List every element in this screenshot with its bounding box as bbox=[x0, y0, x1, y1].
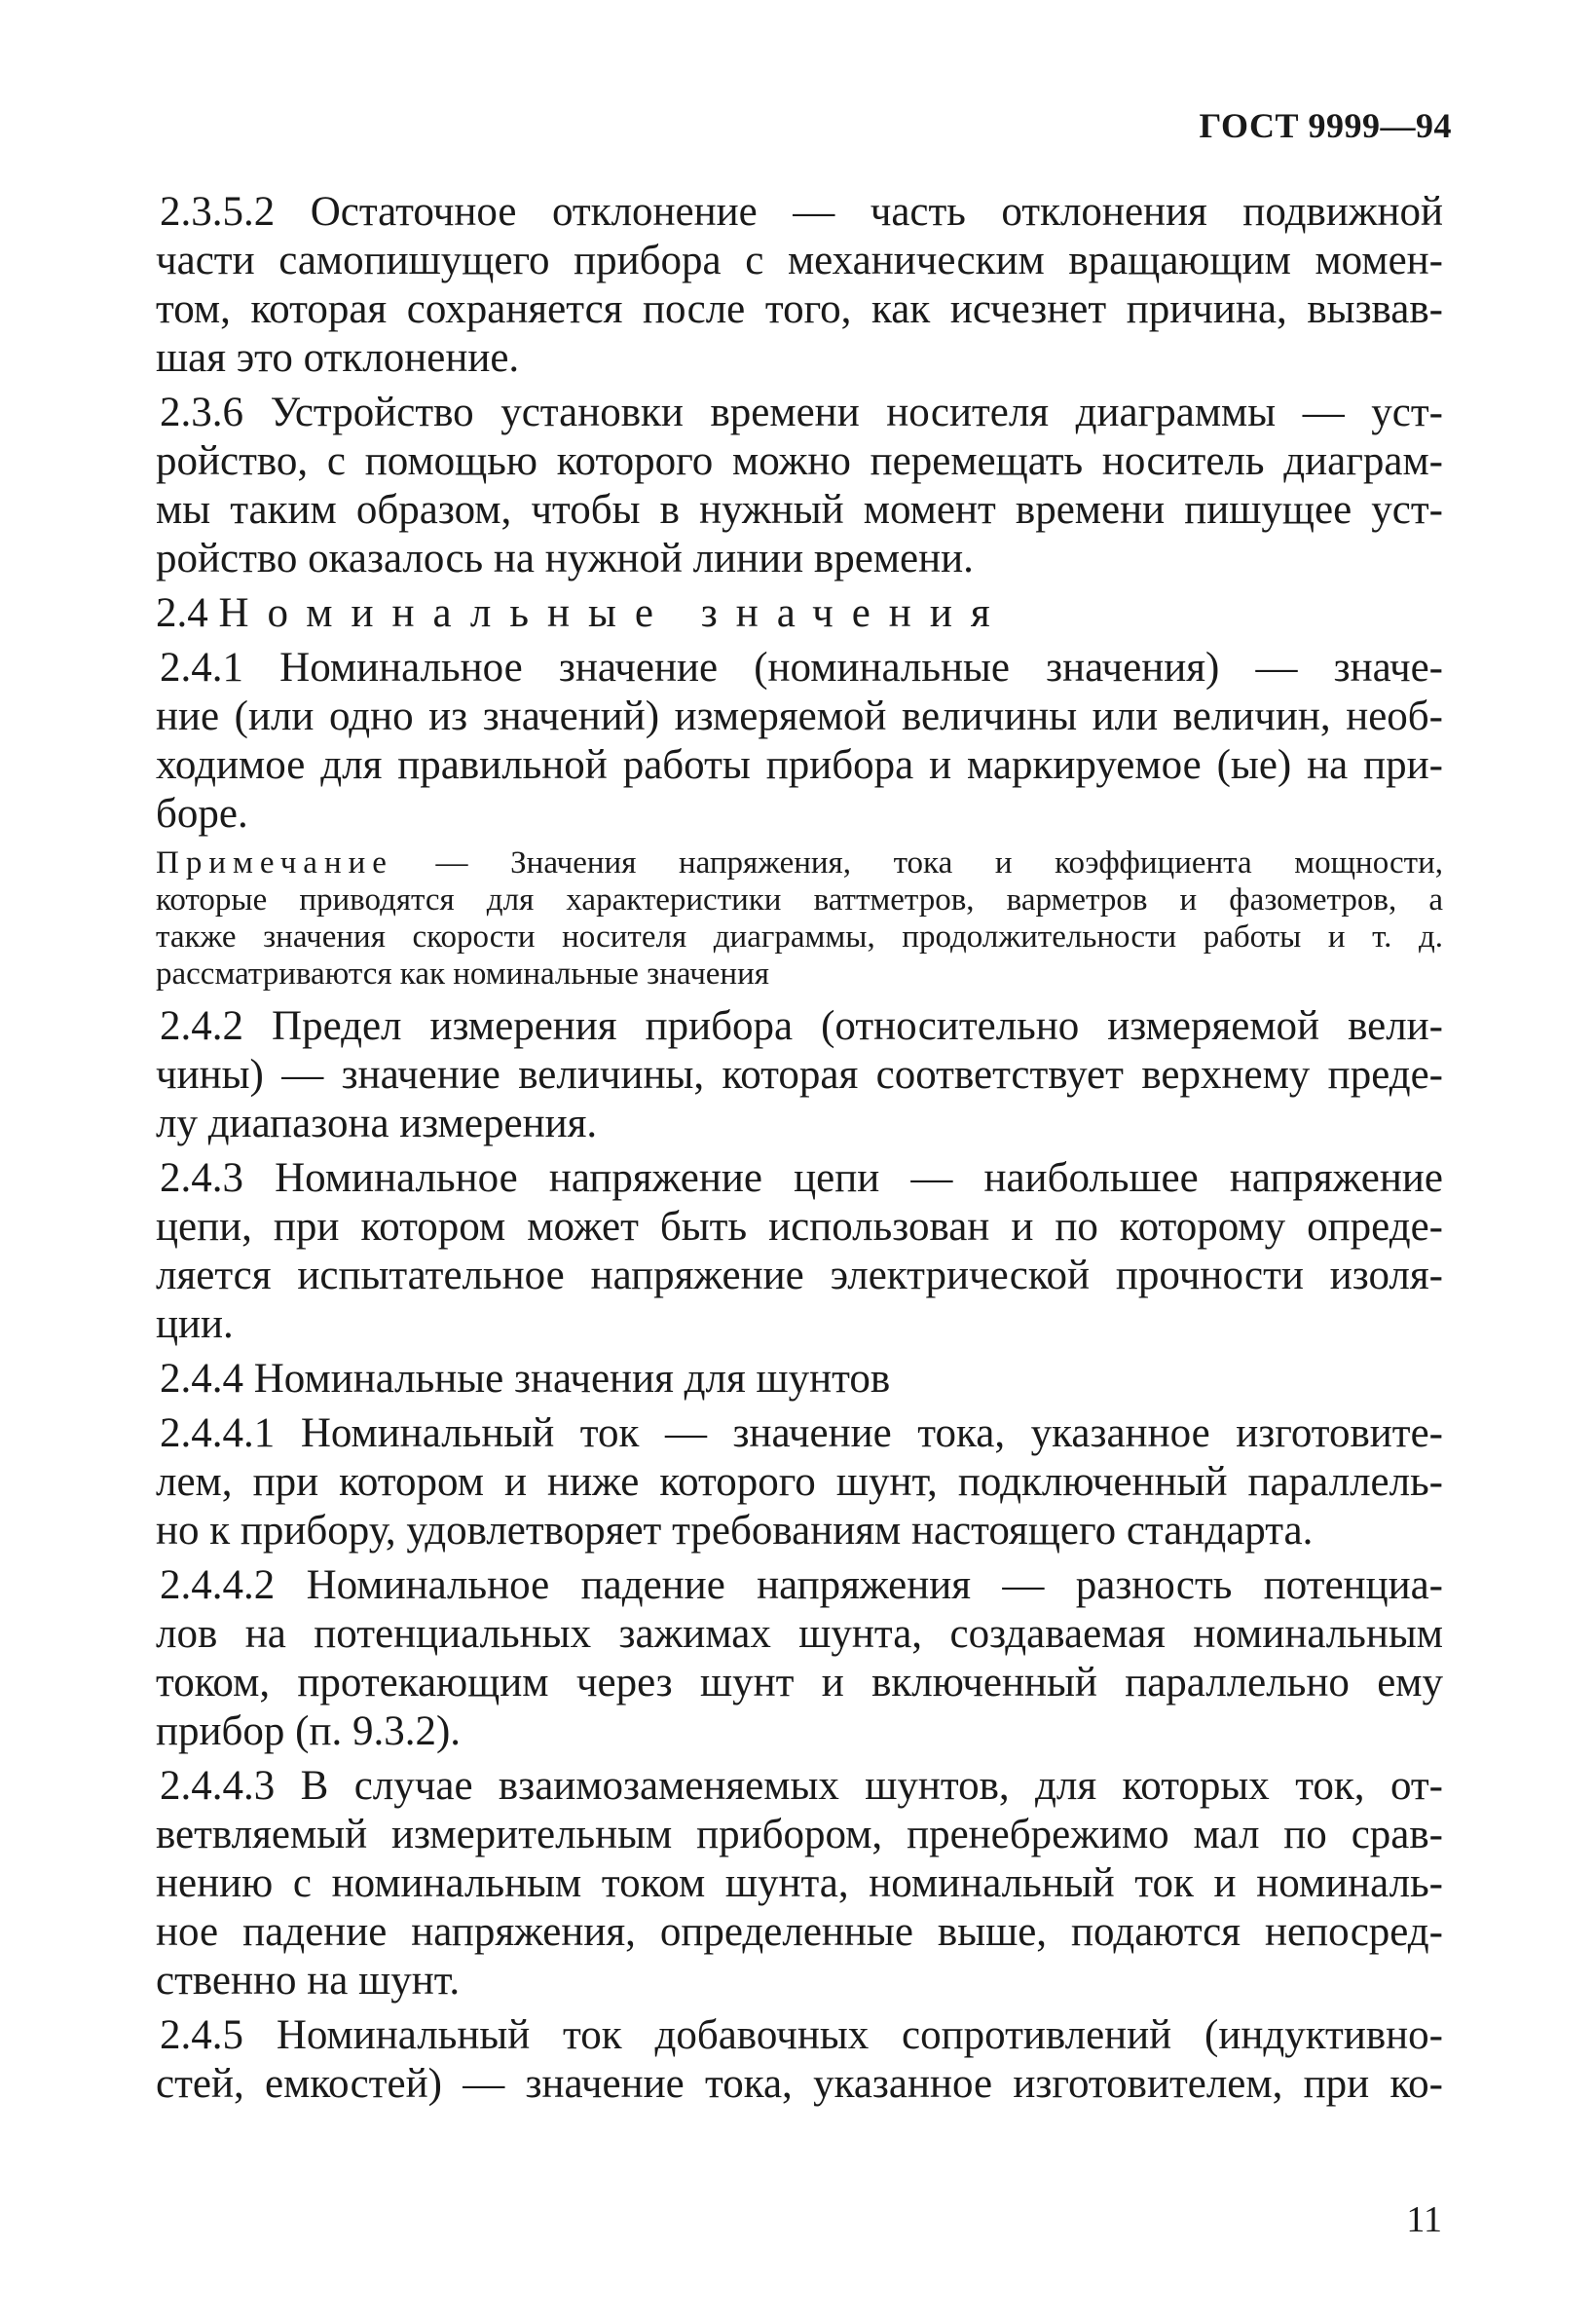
text-line: прибор (п. 9.3.2). bbox=[156, 1708, 462, 1754]
note-line: которые приводятся для характеристики ваттметров, варметров и фазометров, а bbox=[156, 882, 1443, 918]
note-label: Примечание bbox=[156, 845, 393, 881]
text-line: ции. bbox=[156, 1301, 234, 1347]
text-line: 2.4.4 Номинальные значения для шунтов bbox=[160, 1356, 891, 1402]
note-line: также значения скорости носителя диаграммы, продолжительности работы и т. д. bbox=[156, 919, 1443, 955]
paragraph-2-4-5 bbox=[156, 2011, 1443, 2109]
paragraph-2-4-4-2 bbox=[156, 1561, 1443, 1756]
standard-header: ГОСТ 9999—94 bbox=[1199, 106, 1452, 145]
text-line: ройство оказалось на нужной линии времени. bbox=[156, 536, 974, 581]
text-line: током, протекающим через шунт и включенный параллельно ему bbox=[156, 1660, 1443, 1706]
note-block bbox=[156, 844, 1443, 993]
text-line: лов на потенциальных зажимах шунта, создаваемая номинальным bbox=[156, 1611, 1443, 1657]
text-line: ние (или одно из значений) измеряемой величины или величин, необ- bbox=[156, 693, 1443, 739]
text-line: ветвляемый измерительным прибором, пренебрежимо мал по срав- bbox=[156, 1812, 1443, 1857]
text-line: ляется испытательное напряжение электрической прочности изоля- bbox=[156, 1253, 1443, 1298]
section-title: Номинальные значения bbox=[218, 590, 1009, 636]
text-line: части самопишущего прибора с механическим вращающим момен- bbox=[156, 238, 1443, 283]
text-line: том, которая сохраняется после того, как исчезнет причина, вызвав- bbox=[156, 286, 1443, 332]
text-line: 2.4.4.1 Номинальный ток — значение тока, указанное изготовите- bbox=[160, 1410, 1443, 1456]
text-line: стей, емкостей) — значение тока, указанное изготовителем, при ко- bbox=[156, 2061, 1443, 2107]
text-line: боре. bbox=[156, 791, 248, 837]
note-line bbox=[156, 844, 1443, 881]
paragraph-2-4-4-1 bbox=[156, 1409, 1443, 1556]
text-line: 2.4.3 Номинальное напряжение цепи — наибольшее напряжение bbox=[160, 1155, 1443, 1201]
paragraph-2-4-4-3 bbox=[156, 1762, 1443, 2005]
text-line: чины) — значение величины, которая соответствует верхнему преде- bbox=[156, 1052, 1443, 1098]
text-line: но к прибору, удовлетворяет требованиям настоящего стандарта. bbox=[156, 1508, 1314, 1554]
text-line: 2.3.6 Устройство установки времени носителя диаграммы — уст- bbox=[160, 390, 1443, 435]
paragraph-2-4-3 bbox=[156, 1154, 1443, 1349]
paragraph-2-4-1 bbox=[156, 644, 1443, 839]
text-line: цепи, при котором может быть использован и по которому опреде- bbox=[156, 1204, 1443, 1250]
text-line: 2.4.1 Номинальное значение (номинальные значения) — значе- bbox=[160, 645, 1443, 691]
paragraph-2-4-4 bbox=[156, 1355, 1443, 1404]
text-line: ройство, с помощью которого можно перемещать носитель диаграм- bbox=[156, 438, 1443, 484]
text-line: мы таким образом, чтобы в нужный момент времени пишущее уст- bbox=[156, 487, 1443, 533]
paragraph-2-4-2 bbox=[156, 1002, 1443, 1148]
text-line: 2.4.5 Номинальный ток добавочных сопротивлений (индуктивно- bbox=[160, 2012, 1443, 2058]
text-line: ственно на шунт. bbox=[156, 1958, 461, 2004]
paragraph-2-3-5-2 bbox=[156, 188, 1443, 383]
text-line: ное падение напряжения, определенные выше, подаются непосред- bbox=[156, 1909, 1443, 1955]
text-line: 2.4.4.2 Номинальное падение напряжения — разность потенциа- bbox=[160, 1562, 1443, 1608]
text-line: 2.3.5.2 Остаточное отклонение — часть отклонения подвижной bbox=[160, 189, 1443, 235]
note-line: рассматриваются как номинальные значения bbox=[156, 956, 769, 992]
text-line: лу диапазона измерения. bbox=[156, 1101, 598, 1146]
section-heading-2-4 bbox=[156, 589, 1443, 638]
text-line: 2.4.2 Предел измерения прибора (относительно измеряемой вели- bbox=[160, 1003, 1443, 1049]
document-body bbox=[156, 188, 1443, 2115]
note-text: — Значения напряжения, тока и коэффициента мощности, bbox=[435, 845, 1444, 881]
page-number: 11 bbox=[1406, 2199, 1442, 2240]
text-line: шая это отклонение. bbox=[156, 335, 520, 381]
text-line: нению с номинальным током шунта, номинальный ток и номиналь- bbox=[156, 1860, 1443, 1906]
text-line: ходимое для правильной работы прибора и маркируемое (ые) на при- bbox=[156, 742, 1443, 788]
text-line: 2.4.4.3 В случае взаимозаменяемых шунтов, для которых ток, от- bbox=[160, 1763, 1443, 1809]
section-number: 2.4 bbox=[156, 590, 208, 636]
paragraph-2-3-6 bbox=[156, 389, 1443, 583]
text-line: лем, при котором и ниже которого шунт, подключенный параллель- bbox=[156, 1459, 1443, 1505]
